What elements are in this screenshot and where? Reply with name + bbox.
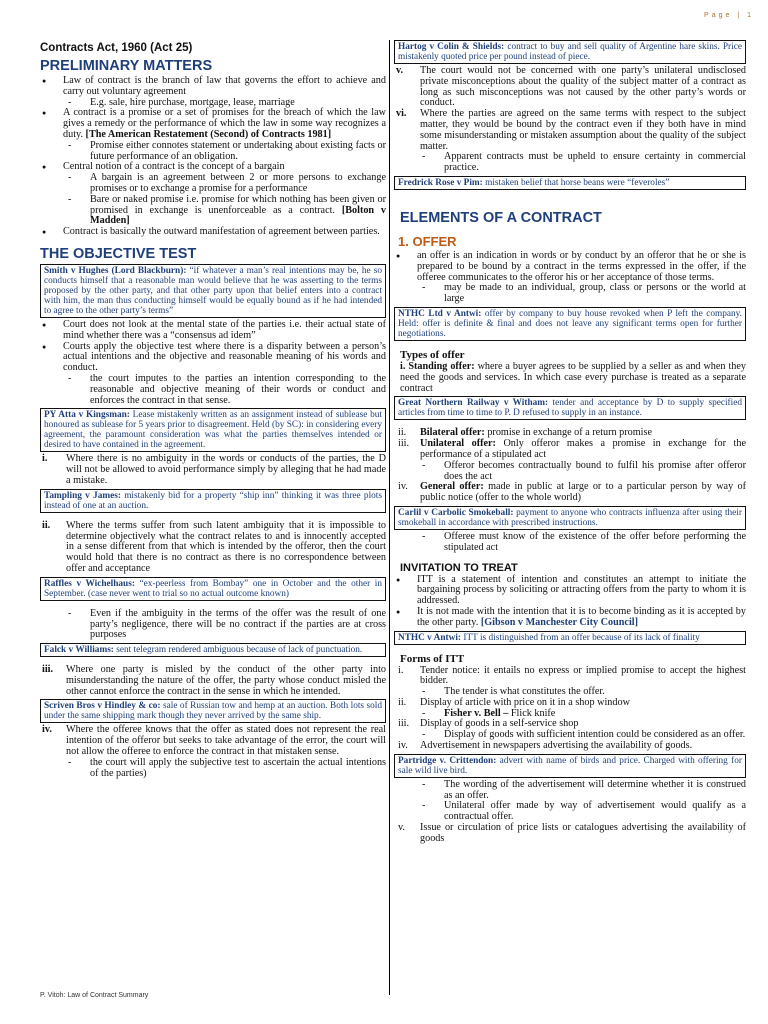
item-text: Contract is basically the outward manifestation of agreement between parties. <box>63 226 380 238</box>
case-summary: offer by company to buy house revoked when P left the company. Held: offer is definite & final and does not leave any significant terms open for further negotiations. <box>398 308 743 339</box>
item-text: A bargain is an agreement between 2 or more persons to exchange promises or to exchange a promise for a performance <box>90 172 386 194</box>
offer-type-label: Bilateral offer: <box>420 427 485 439</box>
case-box-py-atta <box>40 408 386 452</box>
sub-point: - The wording of the advertisement will determine whether it is construed as an offer. <box>394 780 746 802</box>
case-box-great-northern <box>394 396 746 420</box>
rule-number: ii. <box>42 519 51 531</box>
form-number: v. <box>398 822 405 834</box>
offer-type-number: iii. <box>398 438 410 450</box>
case-box-tampling <box>40 489 386 513</box>
rule-item-v <box>394 66 746 109</box>
sub-point <box>40 141 386 163</box>
item-text: Promise either connotes statement or undertaking about existing facts or future performance of an obligation. <box>90 139 386 162</box>
item-citation: [Bolton v Madden] <box>90 204 387 227</box>
case-summary: sale of Russian tow and hemp at an auction. Both lots sold under the same shipping mark though they never arrived by the same ship. <box>44 701 383 722</box>
standing-offer <box>394 362 746 394</box>
sub-point: - Apparent contracts must be upheld to ensure certainty in commercial practice. <box>394 152 746 174</box>
bullet-point <box>40 76 386 98</box>
page-number-label: Page | 1 <box>704 12 754 19</box>
heading-types-of-offer: Types of offer <box>400 348 465 361</box>
case-name: Partridge v. Crittendon: <box>398 755 497 766</box>
left-column <box>40 40 386 779</box>
rule-text: Where the parties are agreed on the same terms with respect to the subject matter, they would be bound by the contract even if they both have in mind some misunderstanding or mistaken assumption about the quality of the subject matter. <box>420 108 746 152</box>
bullet-point: ● an offer is an indication in words or by conduct by an offeror that he or she is prepared to be bound by a contract in the terms expressed in the offer, if the offeree communicates to the offeror his or her acceptance of those terms. <box>394 251 746 283</box>
case-summary: tender and acceptance by D to supply specified articles from time to time to P. D refused to supply in an instance. <box>398 398 743 419</box>
rule-item-iii <box>40 665 386 697</box>
form-item <box>394 741 746 752</box>
offer-type-text: promise in exchange of a return promise <box>487 427 652 439</box>
forms-of-itt-list <box>394 666 746 752</box>
case-citation: [Gibson v Manchester City Council] <box>480 616 638 628</box>
item-number: i. <box>398 664 404 676</box>
heading-elements-of-contract: ELEMENTS OF A CONTRACT <box>400 209 602 226</box>
offer-type-item <box>394 439 746 461</box>
item-text: A contract is a promise or a set of promises for the breach of which the law gives a remedy or the performance of which the law in some way recognizes a duty. <box>63 107 386 140</box>
sub-point: - Even if the ambiguity in the terms of the offer was the result of one party’s negligence, there will be no contract if the parties are at cross purposes <box>40 609 386 641</box>
rule-item-vi <box>394 109 746 152</box>
heading-forms-of-itt: Forms of ITT <box>400 652 465 665</box>
case-box-nthc-antwi <box>394 631 746 645</box>
rule-text: Where one party is misled by the conduct of the other party into misunderstanding the nature of the offer, the party whose conduct misled the other cannot enforce the contract in the sense in which he intended. <box>66 664 386 697</box>
case-box-nthc-ltd <box>394 307 746 341</box>
item-text: Advertisement in newspapers advertising the availability of goods. <box>420 740 693 752</box>
case-box-smith-v-hughes <box>40 264 386 318</box>
sub-point: - may be made to an individual, group, class or persons or the world at large <box>394 283 746 305</box>
offer-type-number: iv. <box>398 481 408 493</box>
rule-number: i. <box>42 453 48 465</box>
item-text: Display of article with price on it in a shop window <box>420 696 630 708</box>
case-box-falck <box>40 643 386 657</box>
item-number: iv. <box>398 740 408 752</box>
column-divider <box>389 40 390 995</box>
item-citation: [The American Restatement (Second) of Contracts 1981] <box>85 128 332 140</box>
footer-text: P. Vitoh: Law of Contract Summary <box>40 992 149 999</box>
sub-point: - Offeror becomes contractually bound to fulfil his promise after offeror does the act <box>394 461 746 483</box>
rule-item-i <box>40 454 386 486</box>
case-summary: “if whatever a man’s real intentions may be, he so conducts himself that a reasonable man would believe that he was asserting to the terms proposed by the other party, and that other party upon that belief enters into a contract with him, the man thus conducting himself would be equally bound as if he had intended to agree to the other party’s terms” <box>44 265 383 316</box>
offer-type-label: General offer: <box>420 481 484 493</box>
case-name: Carlil v Carbolic Smokeball: <box>398 507 514 518</box>
item-text: Flick knife <box>508 707 556 719</box>
case-name: Scriven Bros v Hindley & co: <box>44 701 161 712</box>
sub-point: - the court will apply the subjective test to ascertain the actual intentions of the parties) <box>40 758 386 780</box>
item-text: Display of goods with sufficient intention could be considered as an offer. <box>444 729 746 741</box>
case-box-scriven <box>40 699 386 723</box>
case-name: PY Atta v Kingsman: <box>44 410 130 421</box>
case-summary: mistaken belief that horse beans were “feveroles” <box>485 177 670 188</box>
case-box-partridge <box>394 754 746 778</box>
rule-item-iv <box>40 725 386 757</box>
case-name: Fredrick Rose v Pim: <box>398 177 483 188</box>
case-box-fredrick-rose <box>394 176 746 190</box>
offer-types-list <box>394 428 746 460</box>
item-number: ii. <box>398 696 407 708</box>
case-summary: Lease mistakenly written as an assignment instead of sublease but honoured as sublease for 5 years prior to disagreement. Held (by SC): in considering every agreement, the paramount consideration was what the parties themselves intended or desired to have contained in the agreement. <box>44 410 383 451</box>
form-item <box>394 666 746 688</box>
bullet-point <box>40 342 386 374</box>
sub-point <box>40 195 386 227</box>
rule-text: Where the offeree knows that the offer as stated does not represent the real intention of the offeror but seeks to take advantage of the error, the court will not allow the offeree to enforce the contract in that mistaken sense. <box>66 724 386 758</box>
offer-type-number: ii. <box>398 427 407 439</box>
item-text: Tender notice: it entails no express or implied promise to accept the highest bidder. <box>420 664 746 687</box>
offer-type-general <box>394 482 746 504</box>
offer-type-label: Unilateral offer: <box>420 438 496 450</box>
sub-point: - Offeree must know of the existence of the offer before performing the stipulated act <box>394 532 746 554</box>
case-summary: ITT is distinguished from an offer because of its lack of finality <box>463 632 700 643</box>
heading-preliminary-matters: PRELIMINARY MATTERS <box>40 58 213 74</box>
bullet-point <box>394 607 746 629</box>
case-name: Raffles v Wichelhaus: <box>44 578 135 589</box>
case-box-raffles <box>40 577 386 601</box>
heading-objective-test: THE OBJECTIVE TEST <box>40 245 197 262</box>
item-citation: Fisher v. Bell – <box>444 707 509 719</box>
case-name: NTHC Ltd v Antwi: <box>398 308 482 319</box>
item-number: iii. <box>398 718 410 730</box>
item-text: Bare or naked promise i.e. promise for which nothing has been given or promised in exchange is unenforceable as a contract. <box>90 193 386 216</box>
heading-invitation-to-treat: INVITATION TO TREAT <box>400 561 518 574</box>
bullet-point <box>40 108 386 140</box>
rule-text: The court would not be concerned with one party’s unilateral undisclosed private misconceptions about the quality of the subject matter of a contract as long as such misconceptions was not caused by the other party’s words or conduct. <box>420 65 746 109</box>
case-summary: payment to anyone who contracts influenza after using their smokeball in accordance with prescribed instructions. <box>398 507 742 528</box>
case-name: NTHC v Antwi: <box>398 632 462 643</box>
case-name: Great Northern Railway v Witham: <box>398 398 549 409</box>
rule-text: Where the terms suffer from such latent ambiguity that it is impossible to determine objectively what the contract relates to and is innocently accepted in a sense different from that which is intended by the offeror, then the court would hold that there is no contract as there is no correspondence between offer and acceptance <box>66 519 386 574</box>
case-name: Smith v Hughes (Lord Blackburn): <box>44 265 187 276</box>
rule-number: iii. <box>42 664 54 676</box>
offer-type-text: made in public at large or to a particular person by way of public notice (offer to the whole world) <box>420 481 747 504</box>
bullet-point <box>40 320 386 342</box>
case-name: Hartog v Colin & Shields: <box>398 42 505 52</box>
item-text: Display of goods in a self-service shop <box>420 718 579 730</box>
rule-text: Where there is no ambiguity in the words or conducts of the parties, the D will not be allowed to avoid performance simply by alleging that he had made a mistake. <box>66 453 386 486</box>
preliminary-list <box>40 76 386 238</box>
act-title: Contracts Act, 1960 (Act 25) <box>40 42 193 54</box>
offer-type-text: where a buyer agrees to be supplied by a seller as and when they need the goods and services. In which case every purchase is treated as a separate contract <box>400 360 746 394</box>
item-text: Law of contract is the branch of law that governs the effort to achieve and carry out voluntary agreement <box>63 75 386 97</box>
item-text: the court imputes to the parties an intention corresponding to the reasonable and objective meaning of their words or conduct and enforces the contract in that sense. <box>90 372 386 406</box>
sub-point: - Unilateral offer made by way of advertisement would qualify as a contractual offer. <box>394 801 746 823</box>
rule-number: vi. <box>396 108 407 120</box>
case-summary: sent telegram rendered ambiguous because of lack of punctuation. <box>116 645 363 656</box>
bullet-point <box>40 227 386 238</box>
offer-type-label: i. Standing offer: <box>400 360 475 372</box>
form-text: Issue or circulation of price lists or catalogues advertising the availability of goods <box>420 822 746 844</box>
item-text: Central notion of a contract is the concept of a bargain <box>63 161 285 173</box>
rule-item-ii <box>40 521 386 575</box>
item-text: Courts apply the objective test where there is a disparity between a person’s actual intentions and the objective and reasonable meaning of his words and conduct. <box>63 340 386 374</box>
item-text: E.g. sale, hire purchase, mortgage, lease, marriage <box>90 96 295 108</box>
case-summary: “ex-peerless from Bombay” one in October and the other in September. (case never went to trial so no actual outcome known) <box>44 578 383 599</box>
item-text: The tender is what constitutes the offer. <box>444 686 605 698</box>
objective-test-list <box>40 320 386 406</box>
rule-number: iv. <box>42 724 52 736</box>
case-summary: contract to buy and sell quality of Argentine hare skins. Price mistakenly quoted price per pound instead of piece. <box>398 42 742 62</box>
case-summary: advert with name of birds and price. Charged with offering for sale wild live bird. <box>398 755 742 776</box>
case-name: Tampling v James: <box>44 490 121 501</box>
case-box-hartog <box>394 40 746 64</box>
form-item-v <box>394 823 746 845</box>
right-column <box>394 40 746 845</box>
sub-point <box>40 173 386 195</box>
case-summary: mistakenly bid for a property “ship inn” thinking it was three plots instead of one at an auction. <box>44 490 383 511</box>
case-box-carlil <box>394 506 746 530</box>
bullet-text: It is not made with the intention that it is to become binding as it is accepted by the other party. <box>417 605 746 628</box>
offer-type-text: Only offeror makes a promise in exchange for the performance of a stipulated act <box>420 438 746 460</box>
bullet-point: ● ITT is a statement of intention and constitutes an attempt to initiate the bargaining process by soliciting or attracting offers from the party to whom it is addressed. <box>394 575 746 607</box>
sub-point <box>40 374 386 406</box>
rule-number: v. <box>396 65 404 76</box>
heading-offer: 1. OFFER <box>398 233 457 249</box>
case-name: Falck v Williams: <box>44 645 114 656</box>
item-text: Court does not look at the mental state of the parties i.e. their actual state of mind whether there was a “consensus ad idem” <box>63 318 386 341</box>
